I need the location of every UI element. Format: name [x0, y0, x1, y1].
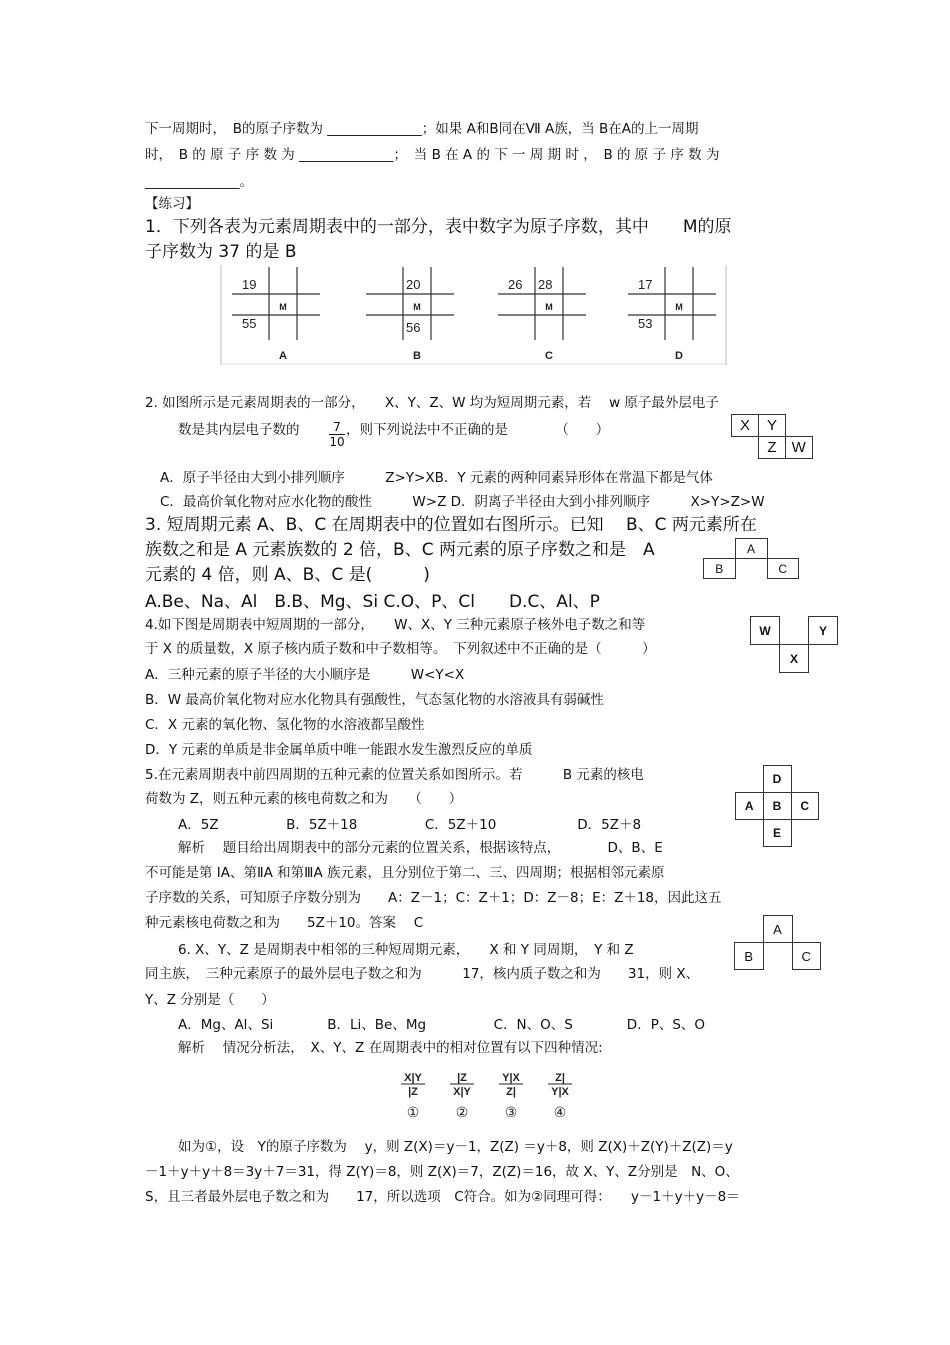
grid-cell: W	[786, 437, 813, 459]
arrangement-top: X|Y	[404, 1072, 422, 1084]
option-line: C．最高价氧化物对应水化物的酸性 W>Z D．阴离子半径由大到小排列顺序 X>Y>Z>W	[160, 494, 765, 510]
element-table-b	[366, 267, 454, 362]
atomic-number: 19	[242, 277, 257, 292]
question-6-options: A．Mg、Al、Si B．Li、Be、Mg C．N、O、S D．P、S、O	[178, 1017, 706, 1033]
grid-cell: A	[736, 793, 764, 820]
element-table-c	[498, 267, 586, 362]
question-3-line: 族数之和是 A 元素族数的 2 倍，B、C 两元素的原子序数之和是 A	[145, 540, 655, 560]
grid-cell: Y	[759, 415, 786, 437]
table-option-label: B	[413, 350, 421, 362]
text-line: 时， B 的 原 子 序 数 为 ______________； 当 B 在 A 的 下 一 周 期 时 ， B 的 原 子 序 数 为	[145, 147, 720, 163]
grid-cell: B	[735, 943, 764, 970]
abc-grid	[703, 538, 799, 579]
arrangement-bottom: |Z	[408, 1086, 418, 1098]
question-5-line: 5.在元素周期表中前四周期的五种元素的位置关系如图所示。若 B 元素的核电	[145, 767, 644, 783]
question-1-line: 子序数为 37 的是 B	[145, 242, 297, 262]
question-1-line: 1．下列各表为元素周期表中的一部分，表中数字为原子序数，其中 M的原	[145, 217, 732, 237]
question-1-figure	[220, 265, 728, 365]
text-line: ______________。	[145, 174, 253, 190]
question-5-options: A．5Z B．5Z＋18 C．5Z＋10 D．5Z＋8	[178, 817, 642, 833]
grid-cell: Z	[759, 437, 786, 459]
solution-line: 解析 题目给出周期表中的部分元素的位置关系，根据该特点， D、B、E	[178, 840, 663, 856]
element-m-label: M	[545, 302, 553, 312]
atomic-number: 53	[638, 316, 653, 331]
abc-grid-q6	[734, 915, 821, 970]
question-4-line: 于 X 的质量数，X 原子核内质子数和中子数相等。 下列叙述中不正确的是（ ）	[145, 641, 656, 657]
arrangement-label: ④	[553, 1104, 567, 1120]
arrangement-1	[401, 1072, 425, 1120]
question-5-line: 荷数为 Z，则五种元素的核电荷数之和为 （ ）	[145, 791, 463, 807]
grid-cell: A	[763, 916, 792, 943]
element-m-label: M	[279, 302, 287, 312]
question-2-line: 数是其内层电子数的	[178, 422, 300, 438]
solution-line: 如为①，设 Y的原子序数为 y，则 Z(X)＝y－1，Z(Z) ＝y＋8，则 Z(X)＋Z(Y)＋Z(Z)＝y	[178, 1139, 733, 1155]
arrangement-bottom: X|Y	[453, 1086, 471, 1098]
atomic-number: 17	[638, 277, 653, 292]
grid-cell: C	[767, 559, 799, 579]
grid-cell: B	[763, 793, 791, 820]
solution-line: 子序数的关系，可知原子序数分别为 A：Z－1；C：Z＋1；D：Z－8；E：Z＋18，因此这五	[145, 890, 722, 906]
atomic-number: 56	[406, 320, 421, 335]
atomic-number: 20	[406, 277, 421, 292]
solution-line: 种元素核电荷数之和为 5Z＋10。答案 C	[145, 915, 424, 931]
table-option-label: A	[279, 350, 287, 362]
arrangement-top: Y|X	[502, 1072, 520, 1084]
arrangement-top: |Z	[457, 1072, 467, 1084]
grid-cell: W	[751, 617, 780, 645]
question-6-line: 6. X、Y、Z 是周期表中相邻的三种短周期元素， X 和 Y 同周期， Y 和 Z	[178, 942, 634, 958]
text-line: 下一周期时， B的原子序数为 ______________；如果 A和B同在Ⅶ A族，当 B在A的上一周期	[145, 121, 699, 137]
table-option-label: C	[545, 350, 553, 362]
arrangement-top: Z|	[555, 1072, 565, 1084]
question-2-line: ，则下列说法中不正确的是 （ ）	[346, 422, 610, 438]
question-3-line: 3. 短周期元素 A、B、C 在周期表中的位置如右图所示。已知 B、C 两元素所在	[145, 515, 757, 535]
dabce-grid	[735, 765, 819, 847]
grid-cell: A	[735, 539, 767, 559]
grid-cell: X	[732, 415, 759, 437]
element-table-a	[232, 267, 320, 362]
solution-line: S，且三者最外层电子数之和为 17，所以选项 C符合。如为②同理可得： y－1＋y＋y－8＝	[145, 1189, 740, 1205]
atomic-number: 26	[508, 277, 523, 292]
arrangement-bottom: Z|	[506, 1086, 516, 1098]
grid-cell: Y	[809, 617, 838, 645]
wyx-grid	[750, 616, 838, 673]
option-line: D．Y 元素的单质是非金属单质中唯一能跟水发生激烈反应的单质	[145, 742, 533, 758]
fraction	[329, 420, 345, 449]
arrangement-4	[548, 1072, 572, 1120]
grid-cell: D	[763, 766, 791, 793]
atomic-number: 55	[242, 316, 257, 331]
solution-line: 不可能是第 ⅠA、第ⅡA 和第ⅢA 族元素，且分别位于第二、三、四周期；根据相邻元素原	[145, 865, 665, 881]
element-m-label: M	[413, 302, 421, 312]
xyzw-grid	[731, 414, 813, 459]
fraction-denominator: 10	[329, 435, 345, 449]
grid-cell: C	[792, 943, 821, 970]
arrangement-bottom: Y|X	[551, 1086, 569, 1098]
arrangement-3	[499, 1072, 523, 1120]
element-m-label: M	[675, 302, 683, 312]
grid-cell: C	[791, 793, 819, 820]
grid-cell: B	[704, 559, 736, 579]
fraction-numerator: 7	[329, 420, 345, 435]
arrangement-2	[450, 1072, 474, 1120]
option-line: A．三种元素的原子半径的大小顺序是 W<Y<X	[145, 667, 465, 683]
arrangement-label: ③	[504, 1104, 518, 1120]
option-line: C．X 元素的氧化物、氢化物的水溶液都呈酸性	[145, 717, 425, 733]
table-option-label: D	[675, 350, 683, 362]
arrangement-label: ②	[455, 1104, 469, 1120]
question-2-line: 2. 如图所示是元素周期表的一部分， X、Y、Z、W 均为短周期元素，若 w 原子最外层电子	[145, 395, 719, 411]
option-line: B．W 最高价氧化物对应水化物具有强酸性，气态氢化物的水溶液具有弱碱性	[145, 692, 604, 708]
question-3-options: A.Be、Na、Al B.B、Mg、Si C.O、P、Cl D.C、Al、P	[145, 592, 600, 612]
question-6-line: 同主族， 三种元素原子的最外层电子数之和为 17，核内质子数之和为 31，则 X、	[145, 966, 700, 982]
option-line: A．原子半径由大到小排列顺序 Z>Y>XB．Y 元素的两种同素异形体在常温下都是气体	[160, 470, 713, 486]
grid-cell: X	[780, 645, 809, 673]
solution-line: 解析 情况分析法， X、Y、Z 在周期表中的相对位置有以下四种情况:	[178, 1040, 603, 1056]
question-3-line: 元素的 4 倍，则 A、B、C 是( )	[145, 565, 430, 585]
arrangements-figure	[385, 1068, 605, 1124]
arrangement-label: ①	[406, 1104, 420, 1120]
atomic-number: 28	[538, 277, 553, 292]
section-heading: 【练习】	[145, 196, 199, 212]
solution-line: －1＋y＋y＋8＝3y＋7＝31，得 Z(Y)＝8，则 Z(X)＝7，Z(Z)＝16，故 X、Y、Z分别是 N、O、	[145, 1164, 739, 1180]
question-4-line: 4.如下图是周期表中短周期的一部分， W、X、Y 三种元素原子核外电子数之和等	[145, 617, 646, 633]
question-6-line: Y、Z 分别是（ ）	[145, 992, 275, 1008]
element-table-d	[628, 267, 716, 362]
grid-cell: E	[763, 820, 791, 847]
